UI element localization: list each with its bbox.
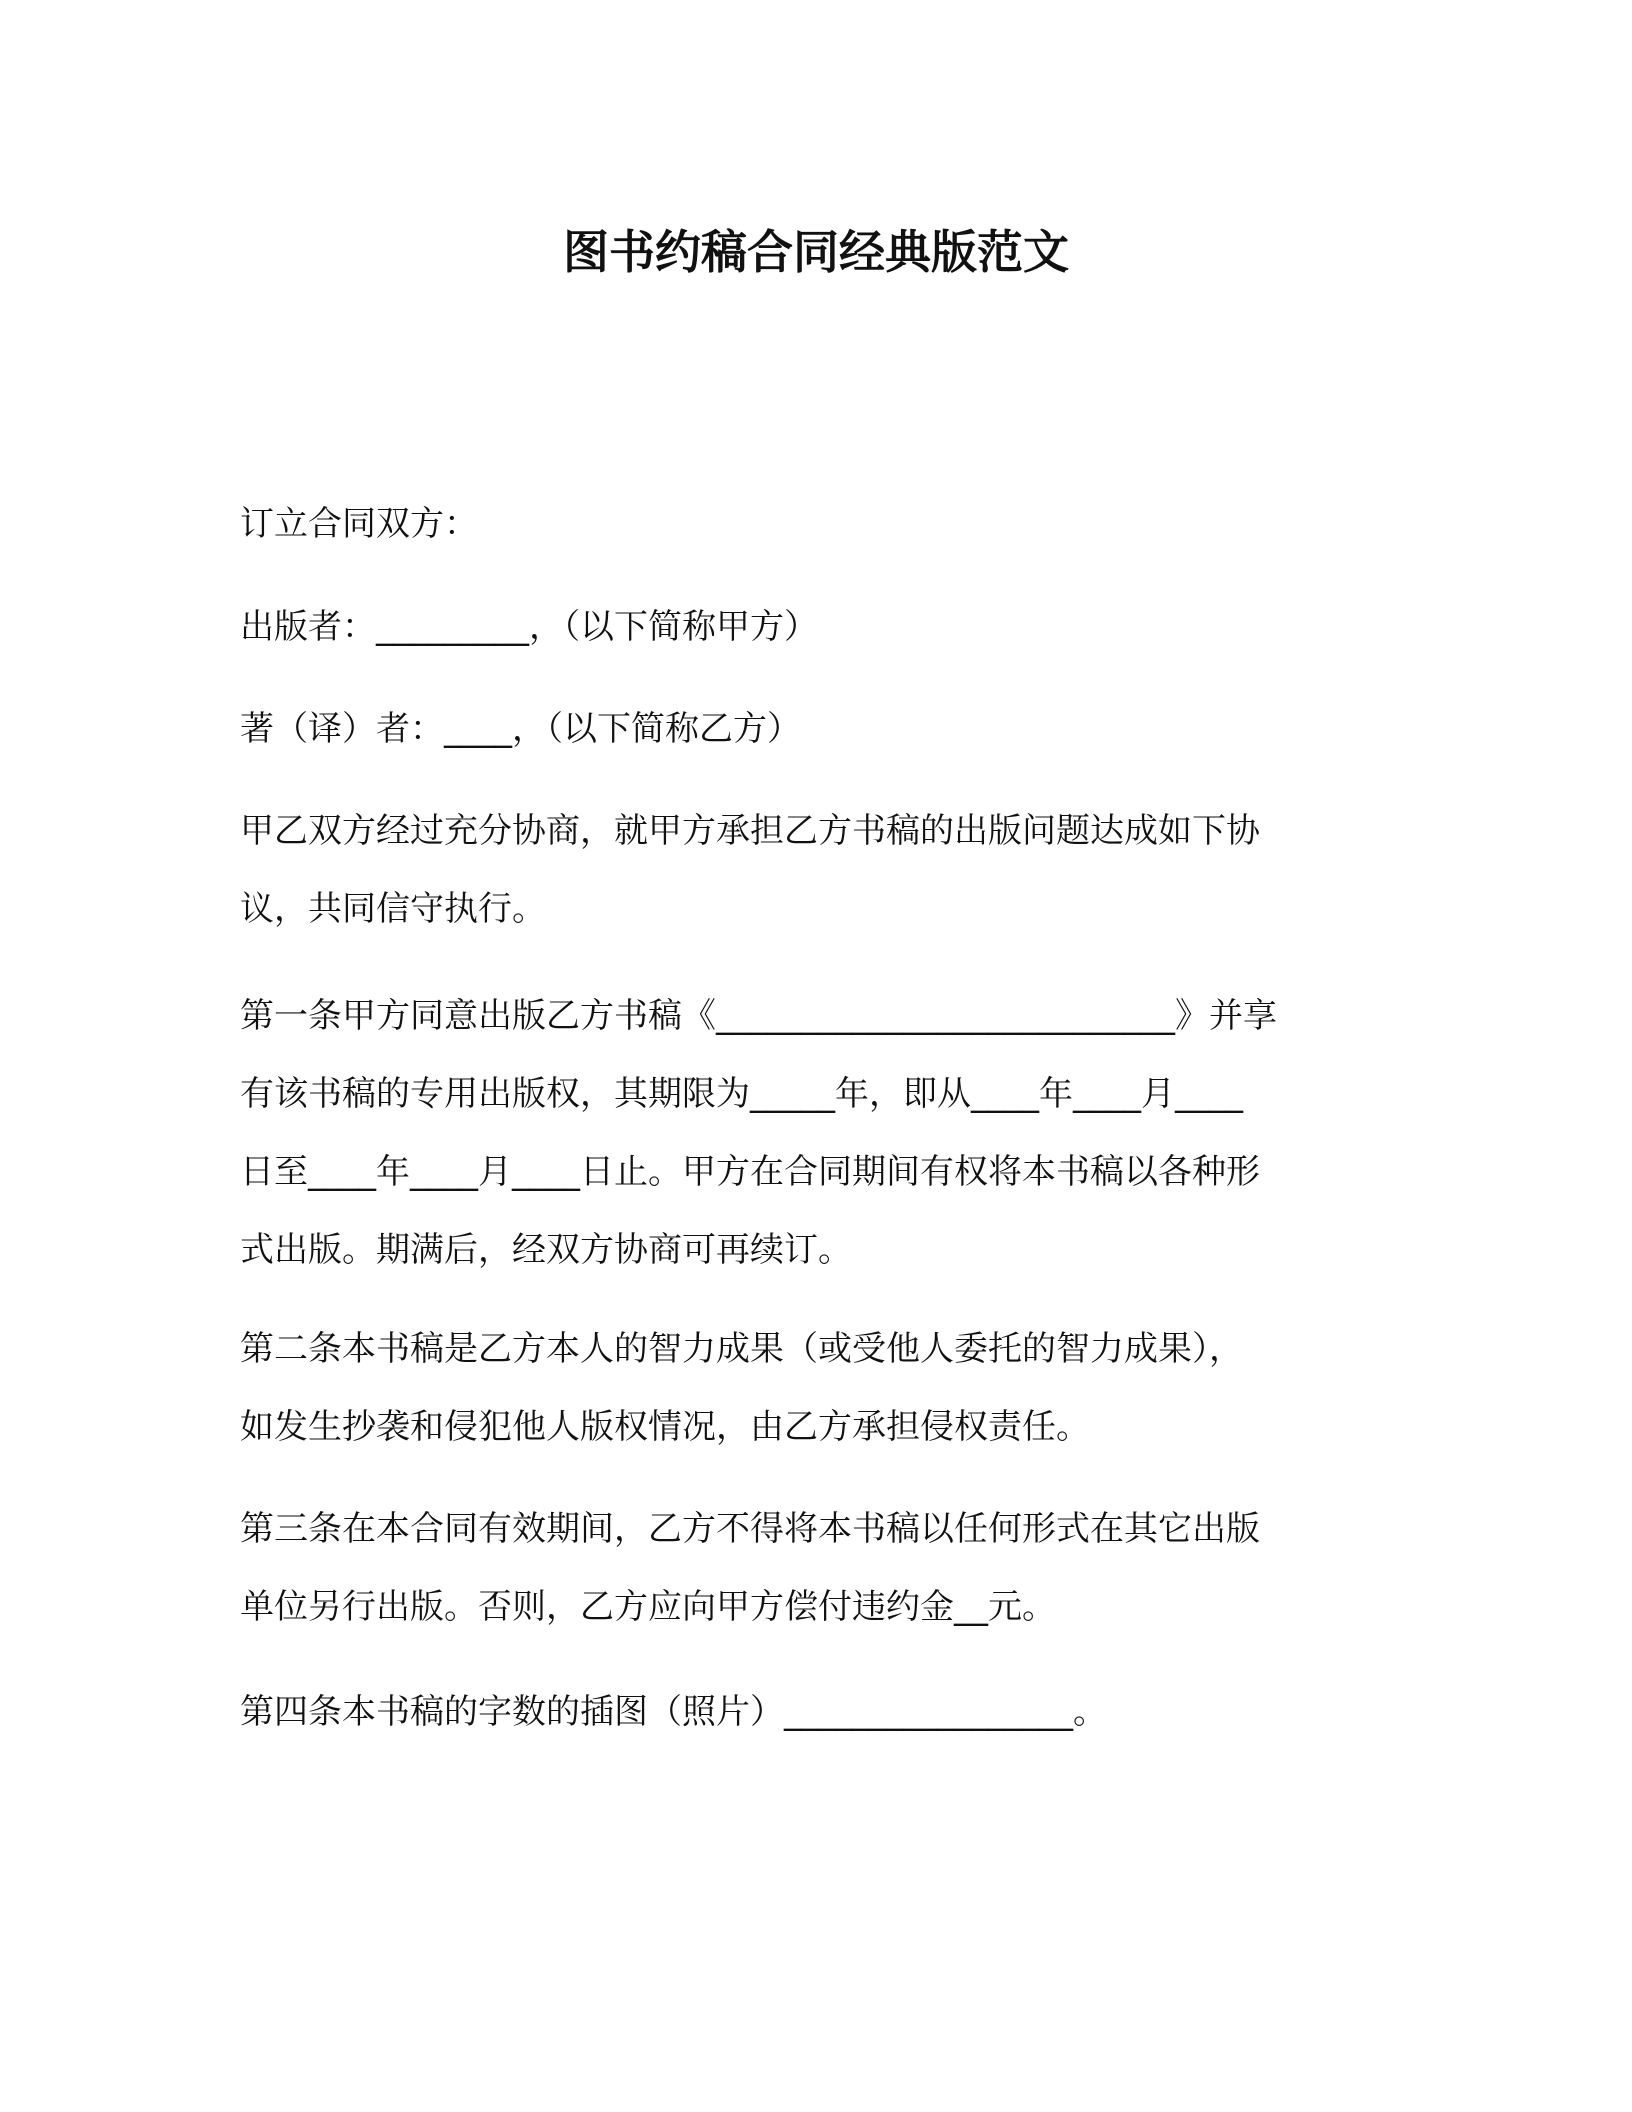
- paragraph-line: 单位另行出版。否则，乙方应向甲方偿付违约金__元。: [240, 1587, 1056, 1627]
- paragraph-line: 议，共同信守执行。: [240, 889, 546, 929]
- paragraph-line: 如发生抄袭和侵犯他人版权情况，由乙方承担侵权责任。: [240, 1407, 1090, 1447]
- paragraph-parties-heading: [240, 485, 1390, 563]
- paragraph-line: 著（译）者：____，（以下简称乙方）: [240, 709, 801, 749]
- paragraph-line: 有该书稿的专用出版权，其期限为_____年，即从____年____月____: [240, 1074, 1243, 1114]
- paragraph-line: 第一条甲方同意出版乙方书稿《___________________________》并享: [240, 996, 1277, 1036]
- paragraph-line: 第四条本书稿的字数的插图（照片）_________________。: [240, 1692, 1107, 1732]
- paragraph-author: [240, 690, 1390, 768]
- paragraph-line: 订立合同双方：: [240, 504, 478, 544]
- paragraph-article-2: [240, 1310, 1390, 1466]
- paragraph-line: 甲乙双方经过充分协商，就甲方承担乙方书稿的出版问题达成如下协: [240, 811, 1260, 851]
- paragraph-line: 第三条在本合同有效期间，乙方不得将本书稿以任何形式在其它出版: [240, 1509, 1260, 1549]
- paragraph-article-1: [240, 977, 1390, 1289]
- paragraph-preamble: [240, 792, 1390, 948]
- paragraph-line: 式出版。期满后，经双方协商可再续订。: [240, 1230, 852, 1270]
- paragraph-article-4: [240, 1673, 1390, 1751]
- paragraph-line: 出版者：_________，（以下简称甲方）: [240, 607, 818, 647]
- paragraph-article-3: [240, 1490, 1390, 1646]
- document-title: 图书约稿合同经典版范文: [563, 225, 1069, 279]
- paragraph-publisher: [240, 588, 1390, 666]
- paragraph-line: 日至____年____月____日止。甲方在合同期间有权将本书稿以各种形: [240, 1152, 1260, 1192]
- paragraph-line: 第二条本书稿是乙方本人的智力成果（或受他人委托的智力成果），: [240, 1329, 1243, 1369]
